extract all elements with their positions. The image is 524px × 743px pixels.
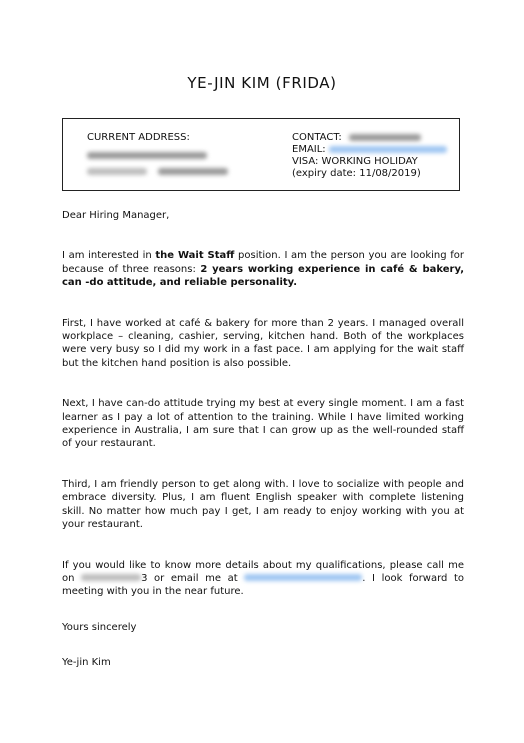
address-redacted (87, 150, 228, 162)
salutation: Dear Hiring Manager, (62, 210, 170, 221)
address-column (87, 132, 228, 178)
letter-body (62, 209, 464, 670)
redaction-mark (158, 168, 228, 175)
signature: Ye-jin Kim (62, 657, 111, 669)
redaction-mark (329, 146, 447, 153)
redaction-mark (244, 574, 362, 581)
closing: Yours sincerely (62, 621, 137, 633)
paragraph-intro (62, 249, 464, 289)
redaction-mark (81, 574, 141, 581)
contact-label: CONTACT: (292, 132, 342, 143)
visa-line: VISA: WORKING HOLIDAY (292, 156, 418, 167)
applicant-name-title: YE-JIN KIM (FRIDA) (187, 74, 337, 92)
text-span: . I look forward to meeting with you in the near future. (62, 572, 465, 598)
text-span: 3 or email me at (141, 572, 245, 584)
redaction-mark (349, 134, 421, 141)
address-redacted-line-2 (87, 166, 228, 178)
paragraph-attitude: Next, I have can-do attitude trying my best at every single moment. I am a fast learner as I pay a lot of attention to the training. While I have limited working experience in Australia, I am sure that I can grow up as the well-rounded staff of your restaurant. (62, 398, 464, 450)
text-span: position. I am the person you are looking for because of three reasons: (62, 250, 465, 275)
redaction-mark (87, 168, 147, 175)
email-label: EMAIL: (292, 144, 326, 155)
paragraph-personality: Third, I am friendly person to get along with. I love to socialize with people and embrace diversity. Plus, I am fluent English speaker with complete listening skill. No matter how much pay I get, I am ready to enjoy working with you at your restaurant. (62, 478, 464, 531)
contact-info-box (62, 118, 460, 191)
reasons-summary: 2 years working experience in café & bakery, can -do attitude, and reliable personality. (62, 263, 464, 289)
visa-expiry-line: (expiry date: 11/08/2019) (292, 168, 421, 179)
text-span: If you would like to know more details about my qualifications, please call me on (62, 559, 464, 584)
contact-column (292, 132, 447, 180)
redaction-mark (87, 152, 207, 159)
contact-line (292, 132, 447, 144)
address-label: CURRENT ADDRESS: (87, 132, 190, 143)
paragraph-contact (62, 559, 464, 599)
paragraph-experience: First, I have worked at café & bakery for more than 2 years. I managed overall workplace – cleaning, cashier, serving, kitchen hand. Both of the workplaces were very busy so I did my work in a fast pace. I am applying for the wait staff but the kitchen hand position is also possible. (62, 317, 464, 369)
text-span: I am interested in (62, 250, 156, 262)
position-name: the Wait Staff (155, 250, 235, 262)
email-line (292, 144, 447, 156)
